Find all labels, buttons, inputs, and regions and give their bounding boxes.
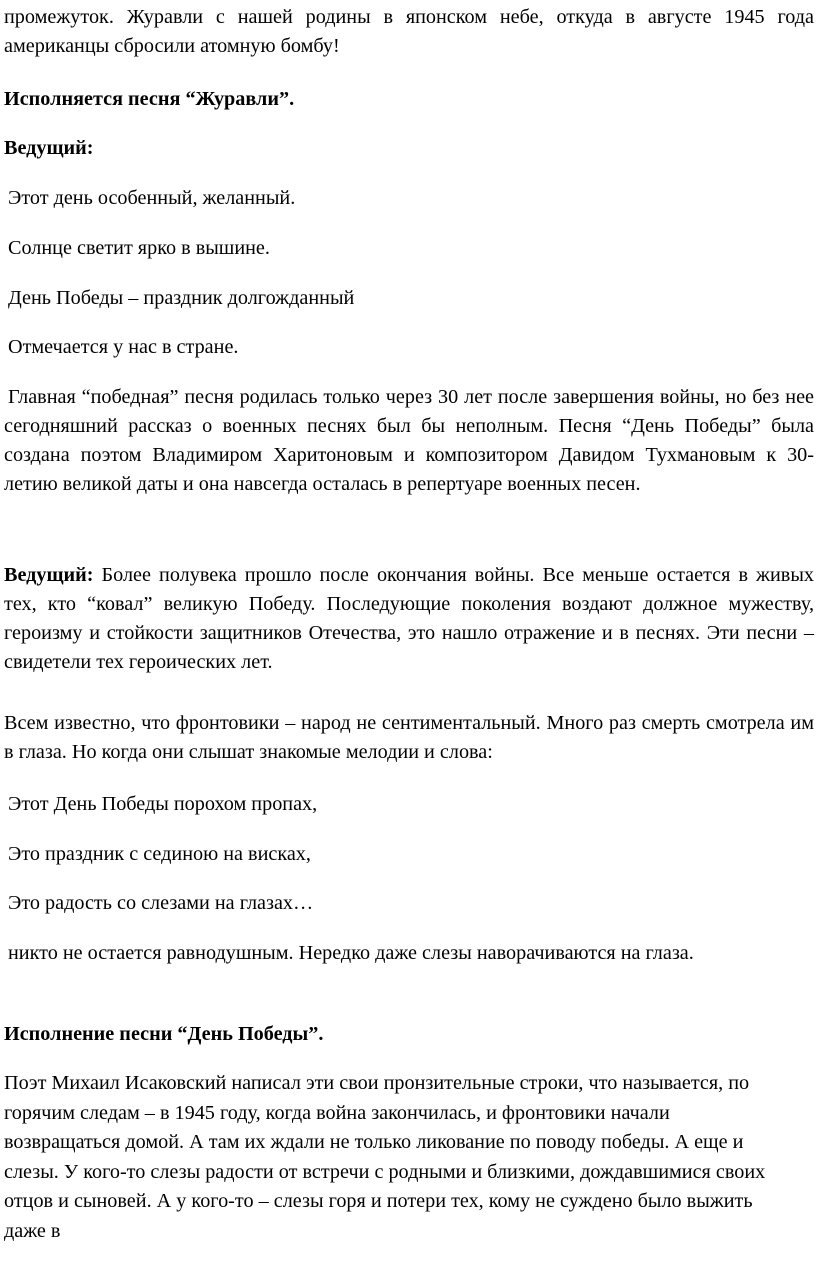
heading-victory-day-song: Исполнение песни “День Победы”.	[4, 1023, 324, 1045]
paragraph-host-2	[4, 561, 814, 677]
poem-2-line-2: Это праздник с сединою на висках,	[8, 843, 311, 865]
heading-cranes-song: Исполняется песня “Журавли”.	[4, 88, 295, 110]
host-2-label: Ведущий:	[4, 564, 94, 586]
paragraph-emotion: никто не остается равнодушным. Нередко даже слезы наворачиваются на глаза.	[8, 942, 694, 964]
paragraph-victory-song: Главная “победная” песня родилась только через 30 лет после завершения войны, но без нее сегодняшний рассказ о военных песнях был бы неполным. Песня “День Победы” была создана поэтом Владимиром Харитоновым и композитором Давидом Тухмановым к 30-летию великой даты и она навсегда осталась в репертуаре военных песен.	[4, 386, 814, 495]
poem-1-line-2: Солнце светит ярко в вышине.	[8, 237, 270, 259]
host-2-text: Более полувека прошло после окончания войны. Все меньше остается в живых тех, кто “ковал” великую Победу. Последующие поколения воздают должное мужеству, героизму и стойкости защитников Отечества, это нашло отражение и в песнях. Эти песни – свидетели тех героических лет.	[4, 564, 814, 673]
paragraph-veterans: Всем известно, что фронтовики – народ не сентиментальный. Много раз смерть смотрела им в глаза. Но когда они слышат знакомые мелодии и слова:	[4, 712, 814, 763]
poem-2-line-3: Это радость со слезами на глазах…	[8, 892, 314, 914]
heading-host-1: Ведущий:	[4, 137, 94, 159]
paragraph-isakovsky: Поэт Михаил Исаковский написал эти свои пронзительные строки, что называется, по горячим следам – в 1945 году, когда война закончилась, и фронтовики начали возвращаться домой. А там их ждали не только ликование по поводу победы. А еще и слезы. У кого-то слезы радости от встречи с родными и близкими, дождавшимися своих отцов и сыновей. А у кого-то – слезы горя и потери тех, кому не суждено было выжить даже в	[4, 1072, 766, 1242]
poem-2-line-1: Этот День Победы порохом пропах,	[8, 793, 318, 815]
paragraph-intro: промежуток. Журавли с нашей родины в японском небе, откуда в августе 1945 года американцы сбросили атомную бомбу!	[4, 6, 814, 57]
poem-1-line-4: Отмечается у нас в стране.	[8, 336, 239, 358]
poem-1-line-3: День Победы – праздник долгожданный	[8, 287, 355, 309]
poem-1-line-1: Этот день особенный, желанный.	[8, 187, 296, 209]
